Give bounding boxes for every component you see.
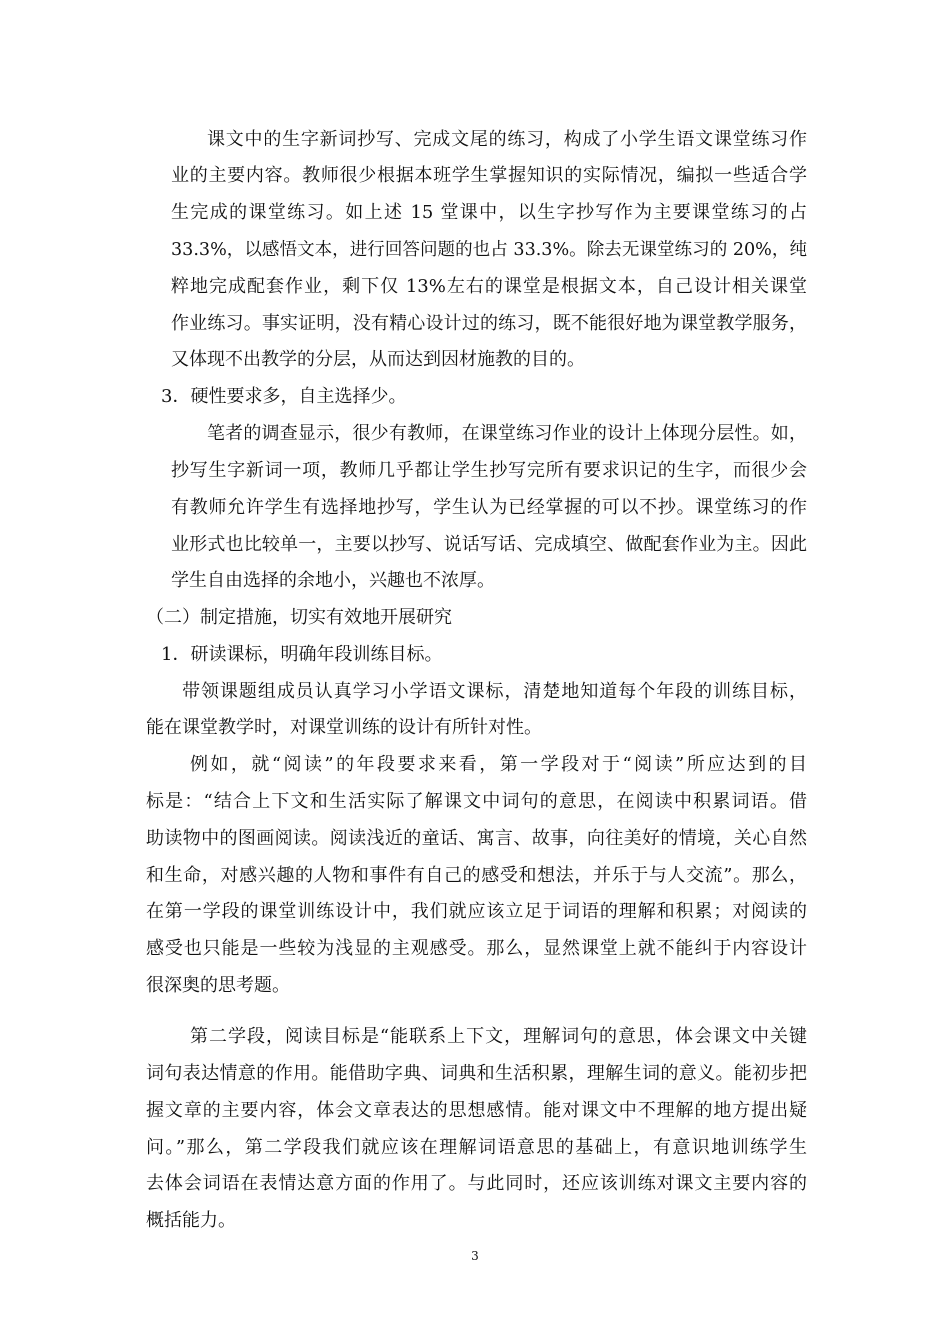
paragraph-line: 标是：“结合上下文和生活实际了解课文中词句的意思，在阅读中积累词语。借 xyxy=(146,791,807,812)
paragraph-line: 词句表达情意的作用。能借助字典、词典和生活积累，理解生词的意义。能初步把 xyxy=(146,1063,807,1084)
paragraph-line: 在第一学段的课堂训练设计中，我们就应该立足于词语的理解和积累；对阅读的 xyxy=(146,901,807,922)
paragraph-line: 感受也只能是一些较为浅显的主观感受。那么，显然课堂上就不能纠于内容设计 xyxy=(146,938,807,959)
paragraph-line: 握文章的主要内容，体会文章表达的思想感情。能对课文中不理解的地方提出疑 xyxy=(146,1100,807,1121)
paragraph-line: 例如，就“阅读”的年段要求来看，第一学段对于“阅读”所应达到的目 xyxy=(190,754,807,775)
paragraph-line: 笔者的调查显示，很少有教师，在课堂练习作业的设计上体现分层性。如， xyxy=(207,423,807,444)
paragraph-line: 去体会词语在表情达意方面的作用了。与此同时，还应该训练对课文主要内容的 xyxy=(146,1173,807,1194)
section-heading: 3．硬性要求多，自主选择少。 xyxy=(161,386,407,407)
paragraph-line: 抄写生字新词一项，教师几乎都让学生抄写完所有要求识记的生字，而很少会 xyxy=(171,460,807,481)
paragraph-line: 课文中的生字新词抄写、完成文尾的练习，构成了小学生语文课堂练习作 xyxy=(207,129,807,150)
paragraph-line: 生完成的课堂练习。如上述 15 堂课中，以生字抄写作为主要课堂练习的占 xyxy=(171,202,807,223)
paragraph-line: 又体现不出教学的分层，从而达到因材施教的目的。 xyxy=(171,349,585,370)
section-heading: 1．研读课标，明确年段训练目标。 xyxy=(161,644,443,665)
page-number: 3 xyxy=(471,1249,479,1263)
paragraph-line: 作业练习。事实证明，没有精心设计过的练习，既不能很好地为课堂教学服务， xyxy=(171,313,807,334)
paragraph-line: 能在课堂教学时，对课堂训练的设计有所针对性。 xyxy=(146,717,542,738)
paragraph-line: 和生命，对感兴趣的人物和事件有自己的感受和想法，并乐于与人交流”。那么， xyxy=(146,865,807,886)
paragraph-line: 33.3%，以感悟文本，进行回答问题的也占 33.3%。除去无课堂练习的 20%，纯 xyxy=(171,240,807,260)
paragraph-line: 助读物中的图画阅读。阅读浅近的童话、寓言、故事，向往美好的情境，关心自然 xyxy=(146,828,807,849)
paragraph-line: 业形式也比较单一，主要以抄写、说话写话、完成填空、做配套作业为主。因此 xyxy=(171,534,807,555)
paragraph-line: 问。”那么，第二学段我们就应该在理解词语意思的基础上，有意识地训练学生 xyxy=(146,1137,807,1158)
paragraph-line: 很深奥的思考题。 xyxy=(146,975,290,996)
paragraph-line: 业的主要内容。教师很少根据本班学生掌握知识的实际情况，编拟一些适合学 xyxy=(171,165,807,186)
paragraph-line: 第二学段，阅读目标是“能联系上下文，理解词句的意思，体会课文中关键 xyxy=(190,1026,807,1047)
paragraph-line: 学生自由选择的余地小，兴趣也不浓厚。 xyxy=(171,570,495,591)
paragraph-line: 带领课题组成员认真学习小学语文课标，清楚地知道每个年段的训练目标， xyxy=(182,681,807,702)
paragraph-line: 概括能力。 xyxy=(146,1210,236,1231)
section-heading: （二）制定措施，切实有效地开展研究 xyxy=(146,607,452,628)
paragraph-line: 有教师允许学生有选择地抄写，学生认为已经掌握的可以不抄。课堂练习的作 xyxy=(171,497,807,518)
paragraph-line: 粹地完成配套作业，剩下仅 13%左右的课堂是根据文本，自己设计相关课堂 xyxy=(171,276,807,297)
